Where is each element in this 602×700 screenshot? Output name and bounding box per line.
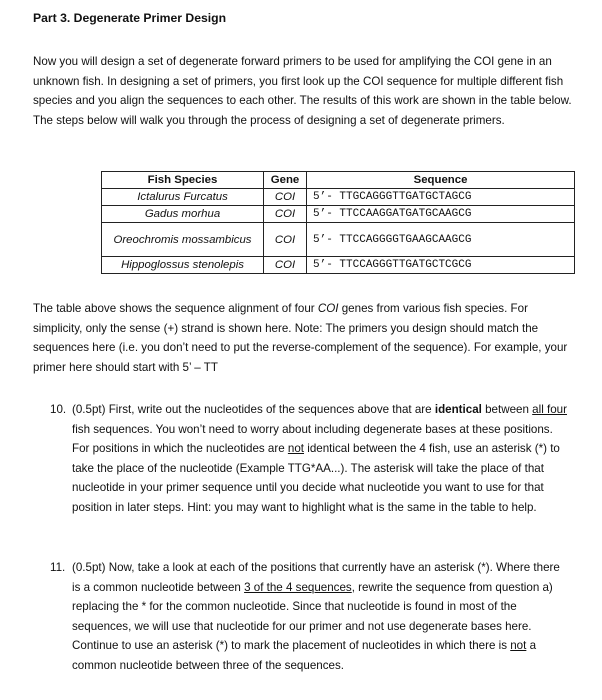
sequence-text: TTCCAGGGGTGAAGCAAGCG	[339, 233, 472, 246]
sequence-prefix: 5’-	[313, 207, 333, 220]
question-number: 11.	[50, 561, 66, 574]
sequence-text: TTCCAAGGATGATGCAAGCG	[339, 207, 472, 220]
gene-cell: COI	[264, 223, 307, 257]
q11-text-c: , rewrite the sequence from question a) replacing the * for the common nucleotide. Since that nucleotide is found in most of the sequences, we will use that nucleotide for our primer and not use degenerate bases here. Continue to use an asterisk (*) to mark the placement of nucleotides in which there is	[72, 580, 553, 653]
species-cell: Oreochromis mossambicus	[102, 223, 264, 257]
q10-text-a: (0.5pt) First, write out the nucleotides of the sequences above that are	[72, 403, 435, 416]
q10-text-g: identical between the 4 fish, use an asterisk (*) to take the place of the nucleotide (Example TTG*AA...). The asterisk will take the place of that nucleotide in your primer sequence until you decide what nucleotide you want to use for that position in later steps. Hint: you may want to highlight what is the same in the table to help.	[72, 442, 560, 514]
gene-cell: COI	[264, 206, 307, 223]
q10-not-underline: not	[287, 442, 305, 456]
explanation-gene-italic: COI	[317, 302, 339, 315]
sequence-prefix: 5’-	[313, 258, 333, 271]
sequence-cell	[307, 223, 575, 257]
question-number: 10.	[50, 403, 67, 416]
table-header-row	[102, 172, 575, 189]
species-cell: Gadus morhua	[102, 206, 264, 223]
explanation-text: The table above shows the sequence alignment of four	[33, 302, 318, 315]
question-10	[50, 400, 570, 518]
q10-text-e: fish sequences. You won’t need to worry about including degenerate bases at these positions. For positions in which the nucleotides are	[72, 422, 553, 456]
q10-text-c: between	[481, 403, 533, 416]
table-row	[102, 223, 575, 257]
sequence-prefix: 5’-	[313, 190, 333, 203]
table-row	[102, 206, 575, 223]
question-body	[50, 558, 570, 676]
table-row	[102, 189, 575, 206]
table-explanation-paragraph	[33, 299, 578, 377]
sequence-prefix: 5’-	[313, 233, 333, 246]
header-gene: Gene	[264, 172, 307, 189]
explanation-text-cont: genes from various fish species. For simplicity, only the sense (+) strand is shown here. Note: The primers you design should match the sequences here (i.e. you don’t need to put the reverse-complement of the sequence). For example, your primer here should start with 5’ – TT	[33, 302, 568, 374]
q11-text-e: a common nucleotide between three of the sequences.	[72, 639, 537, 672]
gene-cell: COI	[264, 189, 307, 206]
species-cell: Hippoglossus stenolepis	[102, 257, 264, 274]
sequence-alignment-table	[101, 171, 575, 274]
sequence-cell	[307, 189, 575, 206]
q10-all-four-underline: all four	[532, 403, 567, 416]
sequence-text: TTCCAGGGTTGATGCTCGCG	[339, 258, 472, 271]
header-sequence: Sequence	[307, 172, 575, 189]
q11-not-underline: not	[510, 639, 527, 653]
header-fish-species: Fish Species	[102, 172, 264, 189]
sequence-cell	[307, 206, 575, 223]
q11-text-a: (0.5pt) Now, take a look at each of the positions that currently have an asterisk (*). Where there is a common nucleotide between	[72, 561, 560, 594]
gene-cell: COI	[264, 257, 307, 274]
q10-identical-bold: identical	[434, 403, 482, 416]
intro-paragraph: Now you will design a set of degenerate forward primers to be used for amplifying the COI gene in an unknown fish. In designing a set of primers, you first look up the COI sequence for multiple different fish species and you align the sequences to each other. The results of this work are shown in the table below. The steps below will walk you through the process of designing a set of degenerate primers.	[33, 55, 572, 127]
table-row	[102, 257, 575, 274]
species-cell: Ictalurus Furcatus	[102, 189, 264, 206]
sequence-cell	[307, 257, 575, 274]
section-heading: Part 3. Degenerate Primer Design	[33, 11, 227, 25]
question-11	[50, 558, 570, 676]
question-body	[50, 400, 570, 518]
sequence-text: TTGCAGGGTTGATGCTAGCG	[339, 190, 472, 203]
q11-three-of-four-underline: 3 of the 4 sequences	[244, 580, 352, 594]
